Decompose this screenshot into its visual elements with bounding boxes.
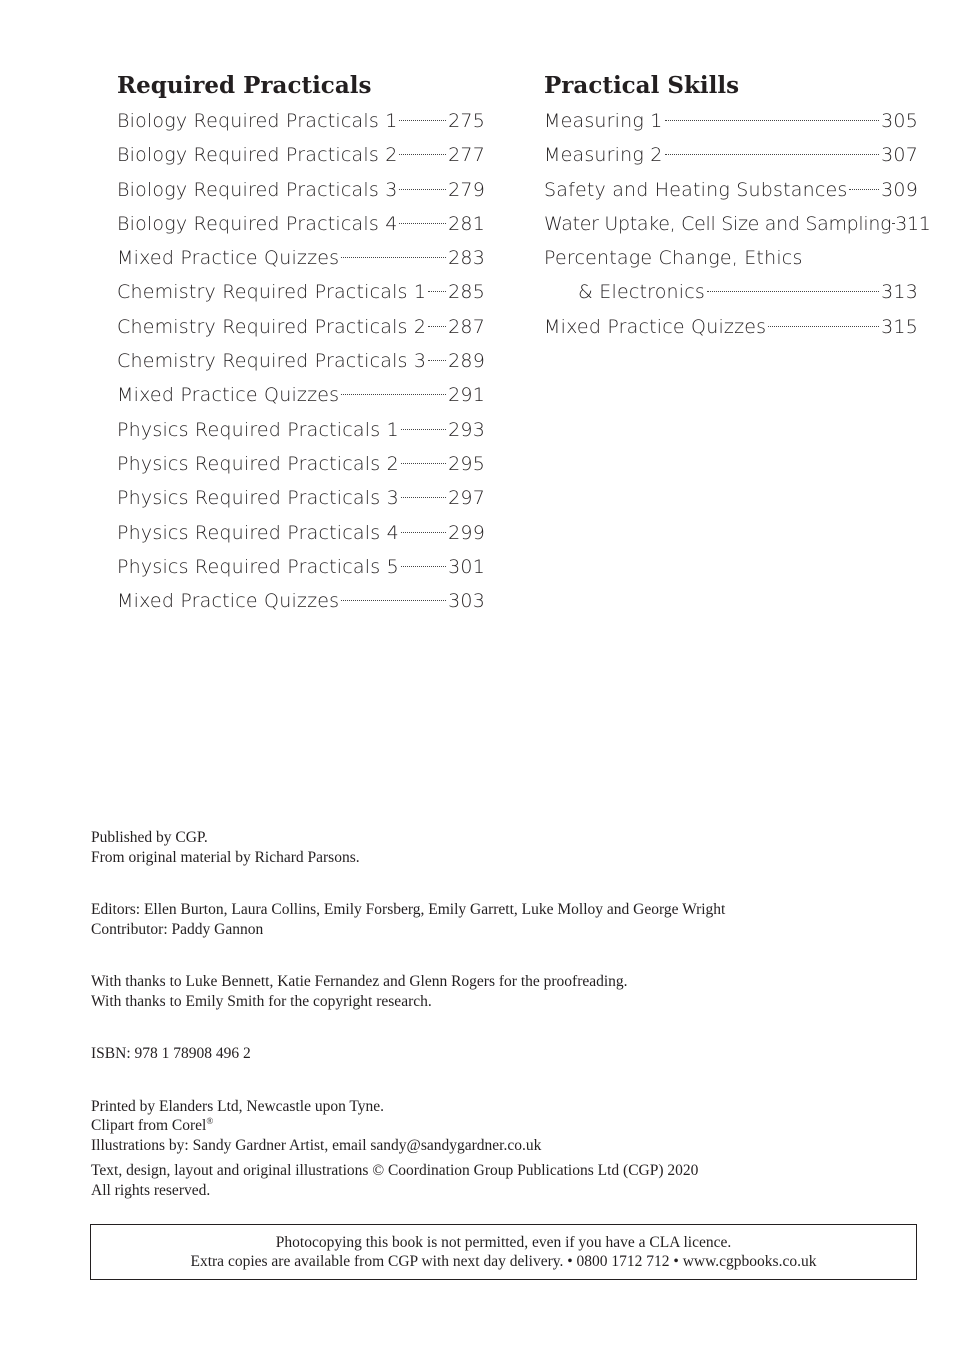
isbn-line: ISBN: 978 1 78908 496 2 <box>91 1045 251 1062</box>
toc-entry-page: 313 <box>881 281 918 304</box>
dot-leader <box>399 120 446 121</box>
dot-leader <box>428 360 446 361</box>
practical-skills-heading: Practical Skills <box>544 72 740 99</box>
toc-entry-title: Biology Required Practicals 4 <box>117 212 398 235</box>
toc-entry-page: 287 <box>448 315 485 338</box>
toc-entry-title: Chemistry Required Practicals 1 <box>117 281 427 304</box>
toc-entry[interactable] <box>117 275 485 309</box>
practical-skills-section <box>544 68 931 344</box>
toc-entry[interactable] <box>544 207 931 241</box>
copyright-research-thanks-line: With thanks to Emily Smith for the copyright research. <box>91 992 432 1010</box>
required-practicals-section <box>117 68 485 618</box>
toc-entry-title: Measuring 1 <box>544 110 663 132</box>
toc-entry-title: Mixed Practice Quizzes <box>544 315 767 338</box>
toc-entry-page: 285 <box>448 281 485 304</box>
dot-leader <box>399 154 446 155</box>
toc-entry-title: Physics Required Practicals 5 <box>117 555 399 578</box>
dot-leader <box>665 120 880 121</box>
toc-entry-page: 293 <box>448 418 485 441</box>
toc-entry-page: 289 <box>448 350 485 373</box>
clipart-text: Clipart from Corel <box>91 1117 207 1134</box>
required-practicals-heading: Required Practicals <box>117 72 372 99</box>
toc-entry[interactable] <box>117 584 485 618</box>
toc-entry-title: Mixed Practice Quizzes <box>117 384 340 407</box>
toc-entry-title: Physics Required Practicals 1 <box>117 418 399 441</box>
toc-entry-title: Physics Required Practicals 3 <box>117 487 399 510</box>
dot-leader <box>665 154 880 155</box>
toc-entry[interactable] <box>117 344 485 378</box>
toc-entry[interactable] <box>544 138 918 172</box>
dot-leader <box>892 223 894 224</box>
publisher-line: Published by CGP. <box>91 829 208 846</box>
dot-leader <box>401 532 446 533</box>
toc-entry-page: 281 <box>448 212 485 235</box>
toc-entry[interactable] <box>544 275 918 309</box>
toc-entry[interactable] <box>117 241 485 275</box>
photocopy-notice: Photocopying this book is not permitted, even if you have a CLA licence. <box>275 1234 732 1251</box>
dot-leader <box>401 566 446 567</box>
toc-entry[interactable] <box>544 241 918 275</box>
toc-entry[interactable] <box>117 310 485 344</box>
toc-entry-page: 309 <box>881 178 918 201</box>
toc-entry[interactable] <box>544 310 918 344</box>
toc-entry[interactable] <box>117 138 485 172</box>
copyright-line: Text, design, layout and original illustrations © Coordination Group Publications Ltd (CGP) 2020 <box>91 1162 699 1179</box>
rights-line: All rights reserved. <box>91 1181 211 1199</box>
dot-leader <box>399 189 446 190</box>
toc-entry-page: 275 <box>448 110 485 132</box>
toc-entry-title: Physics Required Practicals 4 <box>117 521 399 544</box>
editors-line: Editors: Ellen Burton, Laura Collins, Emily Forsberg, Emily Garrett, Luke Molloy and George Wright <box>91 901 726 918</box>
toc-entry[interactable] <box>117 481 485 515</box>
toc-entry-page: 315 <box>881 315 918 338</box>
dot-leader <box>428 326 446 327</box>
dot-leader <box>707 291 879 292</box>
toc-entry[interactable] <box>117 378 485 412</box>
toc-entry-title: Chemistry Required Practicals 3 <box>117 350 427 373</box>
toc-entry-title: Measuring 2 <box>544 144 663 167</box>
toc-entry-title: Biology Required Practicals 1 <box>117 110 398 132</box>
dot-leader <box>341 600 446 601</box>
dot-leader <box>428 291 446 292</box>
required-practicals-list <box>117 104 485 618</box>
toc-entry[interactable] <box>544 104 918 138</box>
toc-entry-title: Water Uptake, Cell Size and Sampling <box>544 212 892 235</box>
dot-leader <box>401 497 446 498</box>
toc-entry[interactable] <box>117 104 485 138</box>
dot-leader <box>401 429 446 430</box>
toc-entry[interactable] <box>117 173 485 207</box>
toc-entry-title: Percentage Change, Ethics <box>544 247 803 270</box>
toc-entry-page: 301 <box>448 555 485 578</box>
toc-entry[interactable] <box>117 447 485 481</box>
toc-entry[interactable] <box>117 413 485 447</box>
printer-line: Printed by Elanders Ltd, Newcastle upon Tyne. <box>91 1097 385 1115</box>
toc-entry-title: Biology Required Practicals 2 <box>117 144 398 167</box>
toc-entry[interactable] <box>117 207 485 241</box>
toc-entry-title: Physics Required Practicals 2 <box>117 452 399 475</box>
toc-entry-page: 295 <box>448 452 485 475</box>
toc-entry[interactable] <box>117 516 485 550</box>
illustrations-line: Illustrations by: Sandy Gardner Artist, email sandy@sandygardner.co.uk <box>91 1136 542 1154</box>
clipart-line <box>91 1116 911 1136</box>
toc-entry-title: Biology Required Practicals 3 <box>117 178 398 201</box>
toc-entry-page: 277 <box>448 144 485 167</box>
registered-mark: ® <box>206 1115 214 1126</box>
dot-leader <box>341 257 446 258</box>
toc-entry-title: Mixed Practice Quizzes <box>117 590 340 613</box>
toc-entry[interactable] <box>544 173 918 207</box>
toc-entry-page: 283 <box>448 247 485 270</box>
dot-leader <box>401 463 446 464</box>
toc-entry[interactable] <box>117 550 485 584</box>
original-material-line: From original material by Richard Parsons. <box>91 848 360 866</box>
photocopy-notice-box <box>90 1224 917 1280</box>
toc-entry-title: Chemistry Required Practicals 2 <box>117 315 427 338</box>
practical-skills-list <box>544 104 931 344</box>
proofreading-thanks-line: With thanks to Luke Bennett, Katie Fernandez and Glenn Rogers for the proofreading. <box>91 973 628 990</box>
publication-credits <box>91 828 911 1200</box>
toc-entry-title: Mixed Practice Quizzes <box>117 247 340 270</box>
dot-leader <box>399 223 446 224</box>
toc-entry-page: 279 <box>448 178 485 201</box>
toc-entry-title: & Electronics <box>578 281 706 304</box>
dot-leader <box>341 394 446 395</box>
contributor-line: Contributor: Paddy Gannon <box>91 920 264 938</box>
dot-leader <box>768 326 879 327</box>
toc-entry-page: 299 <box>448 521 485 544</box>
dot-leader <box>849 189 879 190</box>
extra-copies-notice: Extra copies are available from CGP with next day delivery. • 0800 1712 712 • www.cgpbooks.co.uk <box>190 1253 817 1270</box>
toc-entry-title: Safety and Heating Substances <box>544 178 848 201</box>
toc-entry-page: 297 <box>448 487 485 510</box>
toc-entry-page: 303 <box>448 590 485 613</box>
toc-entry-page: 305 <box>881 110 918 132</box>
toc-entry-page: 307 <box>881 144 918 167</box>
toc-entry-page: 291 <box>448 384 485 407</box>
toc-entry-page: 311 <box>895 212 931 235</box>
